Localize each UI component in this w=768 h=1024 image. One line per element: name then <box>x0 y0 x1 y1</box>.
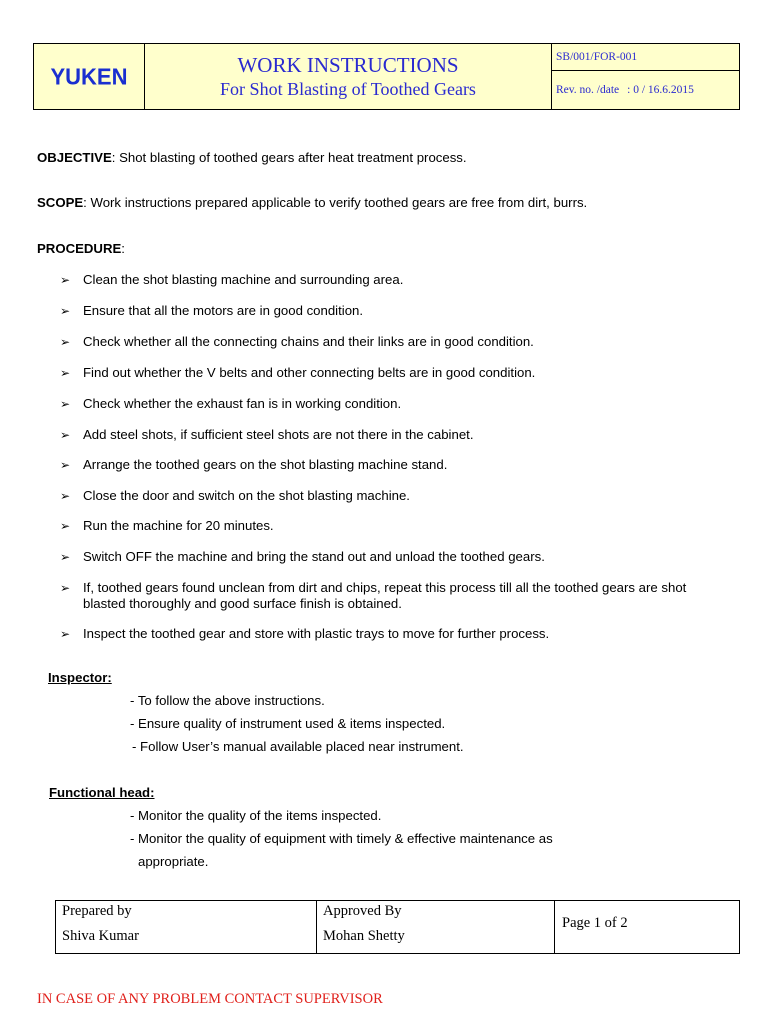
list-item-text: Add steel shots, if sufficient steel shots are not there in the cabinet. <box>83 427 474 442</box>
list-item-text: If, toothed gears found unclean from dirt and chips, repeat this process till all the toothed gears are shot blasted thoroughly and good surface finish is obtained. <box>83 580 687 611</box>
revision-label: Rev. no. /date <box>556 84 620 96</box>
objective-paragraph <box>37 150 467 165</box>
arrow-bullet-icon: ➢ <box>60 550 71 564</box>
list-item <box>60 303 740 319</box>
document-header <box>33 43 740 110</box>
arrow-bullet-icon: ➢ <box>60 581 71 595</box>
procedure-heading <box>37 241 125 256</box>
inspector-line: - Follow User’s manual available placed near instrument. <box>132 739 464 754</box>
title-cell <box>145 44 552 109</box>
approved-label: Approved By <box>323 903 402 919</box>
list-item <box>60 549 740 565</box>
arrow-bullet-icon: ➢ <box>60 304 71 318</box>
list-item <box>60 334 740 350</box>
arrow-bullet-icon: ➢ <box>60 397 71 411</box>
list-item-text: Check whether the exhaust fan is in working condition. <box>83 396 402 411</box>
arrow-bullet-icon: ➢ <box>60 489 71 503</box>
inspector-line: - Ensure quality of instrument used & items inspected. <box>130 716 446 731</box>
signature-table <box>55 900 740 954</box>
inspector-heading: Inspector: <box>48 670 112 685</box>
list-item <box>60 580 720 612</box>
page-number: Page 1 of 2 <box>562 915 628 931</box>
objective-text: : Shot blasting of toothed gears after heat treatment process. <box>111 150 467 165</box>
list-item <box>60 396 740 412</box>
page-cell <box>555 901 739 953</box>
company-logo: YUKEN <box>50 62 128 90</box>
revision-info <box>552 71 739 109</box>
list-item-text: Switch OFF the machine and bring the stand out and unload the toothed gears. <box>83 549 545 564</box>
list-item-text: Check whether all the connecting chains and their links are in good condition. <box>83 334 534 349</box>
prepared-cell <box>56 901 317 953</box>
list-item-text: Run the machine for 20 minutes. <box>83 518 274 533</box>
list-item-text: Inspect the toothed gear and store with plastic trays to move for further process. <box>83 626 550 641</box>
arrow-bullet-icon: ➢ <box>60 458 71 472</box>
list-item-text: Clean the shot blasting machine and surrounding area. <box>83 272 404 287</box>
list-item <box>60 488 740 504</box>
prepared-name: Shiva Kumar <box>62 928 139 944</box>
approved-name: Mohan Shetty <box>323 928 405 944</box>
list-item-text: Arrange the toothed gears on the shot blasting machine stand. <box>83 457 448 472</box>
document-subtitle: For Shot Blasting of Toothed Gears <box>220 78 476 99</box>
list-item-text: Close the door and switch on the shot blasting machine. <box>83 488 410 503</box>
revision-value: : 0 / 16.6.2015 <box>627 84 694 96</box>
prepared-label: Prepared by <box>62 903 132 919</box>
objective-label: OBJECTIVE <box>37 150 112 165</box>
inspector-line: - To follow the above instructions. <box>130 693 325 708</box>
contact-supervisor-note: IN CASE OF ANY PROBLEM CONTACT SUPERVISOR <box>37 991 383 1007</box>
arrow-bullet-icon: ➢ <box>60 627 71 641</box>
arrow-bullet-icon: ➢ <box>60 273 71 287</box>
scope-label: SCOPE <box>37 195 84 210</box>
scope-text: : Work instructions prepared applicable to verify toothed gears are free from dirt, burrs. <box>83 195 588 210</box>
list-item <box>60 457 740 473</box>
functional-head-line: - Monitor the quality of equipment with timely & effective maintenance as <box>130 831 553 846</box>
procedure-label: PROCEDURE <box>37 241 122 256</box>
list-item <box>60 272 740 288</box>
functional-head-line: appropriate. <box>138 854 209 869</box>
document-number: SB/001/FOR-001 <box>552 44 739 71</box>
approved-cell <box>317 901 555 953</box>
document-title: WORK INSTRUCTIONS <box>237 52 459 77</box>
list-item <box>60 626 740 642</box>
functional-head-heading: Functional head: <box>49 785 155 800</box>
list-item-text: Find out whether the V belts and other connecting belts are in good condition. <box>83 365 536 380</box>
arrow-bullet-icon: ➢ <box>60 519 71 533</box>
arrow-bullet-icon: ➢ <box>60 335 71 349</box>
list-item <box>60 518 740 534</box>
arrow-bullet-icon: ➢ <box>60 366 71 380</box>
procedure-colon: : <box>121 241 125 256</box>
meta-cell <box>552 44 739 109</box>
scope-paragraph <box>37 195 587 210</box>
arrow-bullet-icon: ➢ <box>60 428 71 442</box>
list-item-text: Ensure that all the motors are in good condition. <box>83 303 364 318</box>
list-item <box>60 365 740 381</box>
functional-head-line: - Monitor the quality of the items inspected. <box>130 808 382 823</box>
logo-cell <box>34 44 145 109</box>
list-item <box>60 427 740 443</box>
